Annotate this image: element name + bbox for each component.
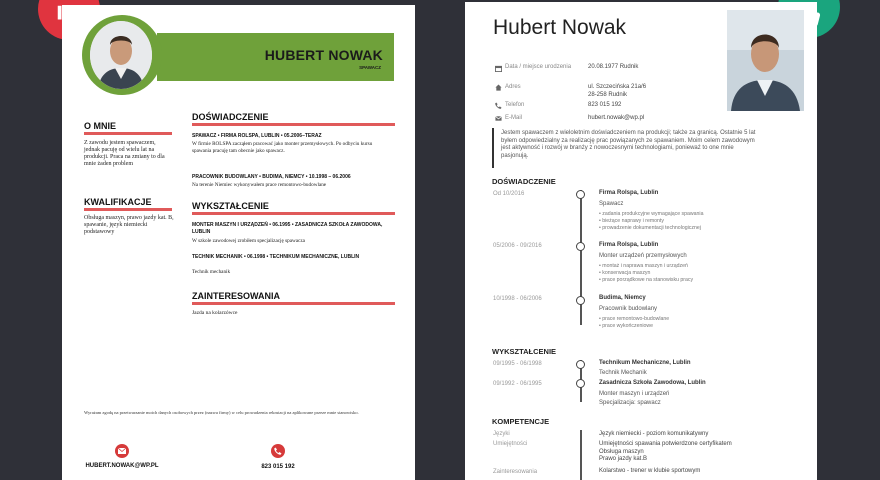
education-item-head: MONTER MASZYN I URZĄDZEŃ • 06.1995 • ZASADNICZA SZKOŁA ZAWODOWA, LUBLIN [192, 222, 383, 235]
summary-accent-line [492, 128, 494, 168]
experience-item-head: PRACOWNIK BUDOWLANY • BUDIMA, NIEMCY • 10.1998 – 06.2006 [192, 174, 351, 180]
education-date: 09/1992 - 06/1995 [493, 381, 542, 387]
experience-position: Monter urządzeń przemysłowych [599, 253, 687, 259]
good-cv-page [465, 2, 817, 480]
person-photo-icon [90, 21, 152, 89]
experience-bullet: • zadania produkcyjne wymagające spawania [599, 211, 704, 217]
about-text: Z zawodu jestem spawaczem, jednak pacuję od wielu lat na produkcji. Praca na zmiany to dla mnie żaden problem [84, 140, 165, 167]
education-item-head: TECHNIK MECHANIK • 06.1998 • TECHNIKUM MECHANICZNE, LUBLIN [192, 254, 360, 260]
experience-bullet: • prowadzenie dokumentacji technologicznej [599, 225, 701, 231]
experience-divider [192, 123, 395, 126]
experience-bullet: • konserwacja maszyn [599, 270, 651, 276]
skills-label: Umiejętności [493, 441, 528, 447]
experience-title: DOŚWIADCZENIE [492, 177, 556, 186]
skills-label: Zainteresowania [493, 469, 538, 475]
contact-phone: 823 015 192 [261, 464, 295, 470]
profile-photo [90, 21, 152, 89]
calendar-icon [495, 65, 502, 72]
profile-summary: Jestem spawaczem z wieloletnim doświadczeniem na produkcji; także za granicą. Ostatnie 5 lat byłem odpowiedzialny za realizację prac powiązanych ze spawaniem. Moim celem zawodowym jest aktywność i rozwój w branży z nowoczesnymi technologiami, ponieważ to one mnie pasjonują. [501, 130, 756, 159]
experience-title: DOŚWIADCZENIE [192, 112, 269, 122]
mail-icon [495, 115, 502, 122]
personal-label-birth: Data / miejsce urodzenia [505, 64, 572, 70]
experience-date: 10/1998 - 06/2006 [493, 296, 542, 302]
cv-role: SPAWACZ [359, 65, 381, 70]
gdpr-consent: Wyrażam zgodę na przetwarzanie moich danych osobowych przez (nazwa firmy) w celu prowadzenia rekrutacji na aplikowane przeze mnie stanowisko. [84, 410, 359, 415]
education-item-desc: Technik mechanik [192, 269, 231, 275]
experience-bullet: • prace remontowo-budowlane [599, 316, 670, 322]
skills-value: Język niemiecki - poziom komunikatywny [599, 431, 709, 437]
mail-icon [115, 444, 129, 458]
skills-label: Języki [493, 431, 510, 437]
home-icon [495, 84, 502, 91]
personal-value-phone: 823 015 192 [588, 102, 622, 108]
phone-icon [271, 444, 285, 458]
interests-title: ZAINTERESOWANIA [192, 291, 281, 301]
experience-position: Spawacz [599, 201, 624, 207]
experience-position: Pracownik budowlany [599, 306, 658, 312]
cv-name: Hubert Nowak [493, 16, 627, 39]
skills-value: Kolarstwo - trener w klubie sportowym [599, 468, 701, 474]
education-item-desc: W szkole zawodowej zrobiłem specjalizację spawacza [192, 238, 305, 244]
experience-bullet: • bieżące naprawy i remonty [599, 218, 664, 224]
interests-divider [192, 302, 395, 305]
personal-value-address: ul. Szczecińska 21a/6 28-258 Rudnik [588, 84, 647, 98]
education-school: Technikum Mechaniczne, Lublin [599, 360, 691, 366]
skills-title: KOMPETENCJE [492, 417, 550, 426]
person-photo-icon [727, 10, 804, 111]
experience-company: Budima, Niemcy [599, 295, 646, 301]
education-date: 09/1995 - 06/1998 [493, 361, 542, 367]
personal-value-birth: 20.08.1977 Rudnik [588, 64, 639, 70]
education-title: WYKSZTAŁCENIE [492, 347, 557, 356]
education-school: Zasadnicza Szkoła Zawodowa, Lublin [599, 380, 706, 386]
timeline-dot [576, 379, 585, 388]
experience-bullet: • montaż i naprawa maszyn i urządzeń [599, 263, 688, 269]
about-divider [84, 132, 172, 135]
phone-icon [495, 102, 502, 109]
experience-company: Firma Rolspa, Lublin [599, 242, 659, 248]
experience-company: Firma Rolspa, Lublin [599, 190, 659, 196]
contact-email: HUBERT.NOWAK@WP.PL [85, 463, 159, 469]
education-divider [192, 212, 395, 215]
experience-date: 05/2006 - 09/2016 [493, 243, 542, 249]
personal-label-email: E-Mail [505, 115, 523, 121]
personal-label-address: Adres [505, 84, 521, 90]
timeline-dot [576, 242, 585, 251]
skills-divider [580, 430, 582, 480]
timeline-dot [576, 360, 585, 369]
profile-photo [727, 10, 804, 111]
experience-item-desc: W firmie ROLSPA zacząłem pracować jako monter przemysłowych. Po odbyciu kursu spawania pracuję tam obecnie jako spawacz. [192, 141, 373, 154]
timeline-dot [576, 190, 585, 199]
about-title: O MNIE [84, 121, 117, 131]
personal-label-phone: Telefon [505, 102, 525, 108]
experience-item-desc: Na terenie Niemiec wykonywałem prace remontowo-budowlane [192, 182, 327, 188]
education-title: WYKSZTAŁCENIE [192, 201, 269, 211]
experience-bullet: • prace porządkowe na stanowisku pracy [599, 277, 694, 283]
skills-value: Umiejętności spawania potwierdzone certyfikatem Obsługa maszyn Prawo jazdy kat.B [599, 441, 732, 462]
timeline-dot [576, 296, 585, 305]
skills-title: KWALIFIKACJE [84, 197, 152, 207]
experience-date: Od 10/2016 [493, 191, 525, 197]
education-detail: Technik Mechanik [599, 370, 647, 376]
experience-bullet: • prace wykończeniowe [599, 323, 654, 329]
skills-text: Obsługa maszyn, prawo jazdy kat. B, spawanie, język niemiecki podstawowy [84, 215, 174, 235]
personal-value-email: hubert.nowak@wp.pl [588, 115, 645, 121]
experience-item-head: SPAWACZ • FIRMA ROLSPA, LUBLIN • 05.2006–TERAZ [192, 133, 322, 139]
bad-cv-page [62, 5, 415, 480]
skills-divider [84, 208, 172, 211]
cv-name: HUBERT NOWAK [264, 47, 383, 63]
interests-text: Jazda na kolarzówce [192, 310, 238, 316]
education-detail: Monter maszyn i urządzeń Specjalizacja: spawacz [599, 391, 670, 406]
